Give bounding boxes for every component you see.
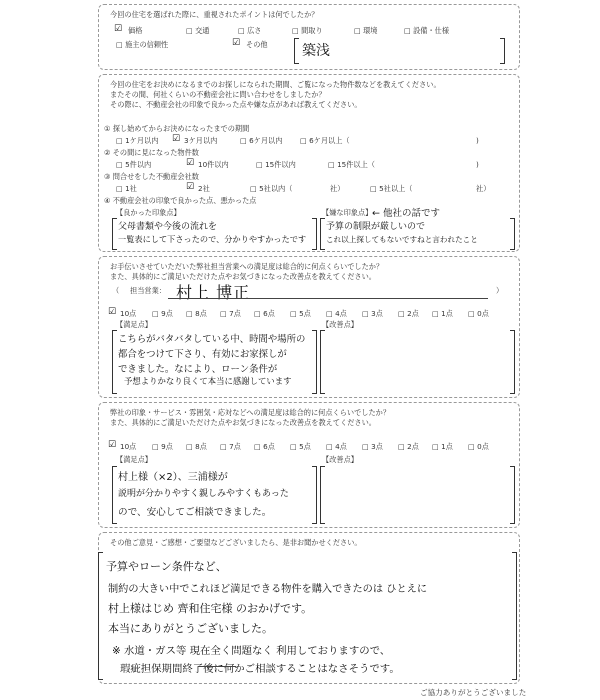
score4-3[interactable]: □ 3点 xyxy=(362,442,383,451)
p1-opt-close: ) xyxy=(476,136,479,145)
p2-opt-1[interactable]: □ 5件以内 xyxy=(116,160,152,169)
score4-10[interactable]: 10点 xyxy=(120,442,137,451)
option-price[interactable]: 価格 xyxy=(128,26,143,35)
q5-intro: その他ご意見・ご感想・ご要望などございましたら、是非お聞かせください。 xyxy=(110,538,362,547)
strike-line xyxy=(198,666,236,667)
bad-text-2: これ以上探してもないですねと言われたこと xyxy=(326,235,478,244)
p1-opt-3[interactable]: □ 6ケ月以内 xyxy=(240,136,283,145)
footer-thanks: ご協力ありがとうございました xyxy=(420,688,527,697)
p3-opt-2[interactable]: 2社 xyxy=(198,184,210,193)
imp4-bracket-right xyxy=(510,466,515,524)
imp-label: 【改善点】 xyxy=(322,320,358,329)
sat-text-1: こちらがバタバタしている中、時間や場所の xyxy=(118,334,306,345)
p3-opt-4-unit: 社） xyxy=(476,184,491,193)
other-answer: 築浅 xyxy=(302,43,330,59)
q4-intro2: また、具体的にご満足いただけた点やお気づきになった改善点を教えてください。 xyxy=(110,418,376,427)
q1-question: 今回の住宅を選ばれた際に、重視されたポイントは何でしたか？ xyxy=(110,10,319,19)
q5-line-3: 村上様はじめ 齊和住宅様 のおかげです。 xyxy=(108,602,313,615)
check-icon: ☑ xyxy=(108,440,117,450)
option-other[interactable]: その他 xyxy=(246,40,268,49)
rep-name: 村上 博正 xyxy=(176,283,251,302)
imp4-bracket-left xyxy=(320,466,325,524)
q2-intro2: またその間、何社くらいの不動産会社に問い合わせをしましたか？ xyxy=(110,90,326,99)
sat4-label: 【満足点】 xyxy=(116,455,152,464)
good-bracket-right xyxy=(312,218,317,250)
imp-bracket-right xyxy=(510,330,515,394)
other-bracket-right xyxy=(500,38,505,64)
q5-line-4: 本当にありがとうございました。 xyxy=(108,622,273,635)
q5-line-6: 瑕疵担保期間終了後に何かご相談することはなさそうです。 xyxy=(120,663,400,675)
option-equipment[interactable]: □ 設備・仕様 xyxy=(404,26,450,35)
p1-opt-4[interactable]: □ 6ケ月以上（ xyxy=(300,136,350,145)
score4-7[interactable]: □ 7点 xyxy=(220,442,241,451)
sat4-text-2: 説明が分かりやすく親しみやすくもあった xyxy=(118,489,289,499)
p2-opt-3[interactable]: □ 15件以内 xyxy=(256,160,296,169)
sat4-bracket-right xyxy=(312,466,317,524)
sat4-text-3: ので、安心してご相談できました。 xyxy=(118,507,272,518)
score4-2[interactable]: □ 2点 xyxy=(398,442,419,451)
q4-intro: 弊社の印象・サービス・雰囲気・応対などへの満足度は総合的に何点くらいでしたか？ xyxy=(110,408,391,417)
score-0[interactable]: □ 0点 xyxy=(468,309,489,318)
score-5[interactable]: □ 5点 xyxy=(290,309,311,318)
bad-bracket-left xyxy=(320,218,325,250)
bad-note: ← 他社の話です xyxy=(372,208,440,219)
sat-text-3: できました。なにより、ローン条件が xyxy=(118,364,278,375)
p3-opt-3-unit: 社） xyxy=(330,184,345,193)
score-3[interactable]: □ 3点 xyxy=(362,309,383,318)
score4-9[interactable]: □ 9点 xyxy=(152,442,173,451)
score4-6[interactable]: □ 6点 xyxy=(254,442,275,451)
good-text-2: 一覧表にして下さったので、分かりやすかったです xyxy=(118,234,307,244)
check-icon: ☑ xyxy=(186,182,195,192)
check-icon: ☑ xyxy=(186,158,195,168)
option-env[interactable]: □ 環境 xyxy=(354,26,378,35)
score-4[interactable]: □ 4点 xyxy=(326,309,347,318)
p3-opt-3[interactable]: □ 5社以内（ xyxy=(250,184,293,193)
q5-bracket-left xyxy=(98,552,103,680)
check-icon: ☑ xyxy=(108,307,117,317)
q3-intro: お手伝いさせていただいた弊社担当営業への満足度は総合的に何点くらいでしたか？ xyxy=(110,262,384,271)
option-traffic[interactable]: □ 交通 xyxy=(186,26,210,35)
p1-opt-1[interactable]: □ 1ケ月以内 xyxy=(116,136,159,145)
rep-bracket-close: ） xyxy=(496,286,504,295)
check-icon: ☑ xyxy=(232,38,241,48)
sat4-text-1: 村上様（×2）、三浦様が xyxy=(118,472,228,483)
rep-bracket-open: （ xyxy=(112,286,120,295)
rep-underline xyxy=(168,298,488,299)
imp-bracket-left xyxy=(320,330,325,394)
sat-bracket-right xyxy=(312,330,317,394)
sat4-bracket-left xyxy=(112,466,117,524)
score-6[interactable]: □ 6点 xyxy=(254,309,275,318)
q5-bracket-right xyxy=(512,552,517,680)
sat-label: 【満足点】 xyxy=(116,320,152,329)
sat-bracket-left xyxy=(112,330,117,394)
p2-opt-close: ) xyxy=(476,160,479,169)
q5-line-1: 予算やローン条件など、 xyxy=(106,560,227,573)
q5-line-2: 制約の大きい中でこれほど満足できる物件を購入できたのは ひとえに xyxy=(108,584,428,595)
score-9[interactable]: □ 9点 xyxy=(152,309,173,318)
check-icon: ☑ xyxy=(114,24,123,34)
bad-bracket-right xyxy=(510,218,515,250)
score4-0[interactable]: □ 0点 xyxy=(468,442,489,451)
score4-8[interactable]: □ 8点 xyxy=(186,442,207,451)
good-text-1: 父母書類や今後の流れを xyxy=(118,222,218,232)
good-bracket-left xyxy=(112,218,117,250)
p1-opt-2[interactable]: 3ケ月以内 xyxy=(184,136,218,145)
q2-p2-title: ② その間に見になった物件数 xyxy=(104,148,199,157)
check-icon: ☑ xyxy=(172,134,181,144)
option-layout[interactable]: □ 間取り xyxy=(292,26,323,35)
p2-opt-2[interactable]: 10件以内 xyxy=(198,160,229,169)
other-bracket-left xyxy=(294,38,299,64)
good-label: 【良かった印象点】 xyxy=(116,208,181,217)
imp4-label: 【改善点】 xyxy=(322,455,358,464)
rep-label: 担当営業： xyxy=(130,286,166,295)
p3-opt-1[interactable]: □ 1社 xyxy=(116,184,137,193)
q2-intro: 今回の住宅をお決めになるまでのお探しになられた期間、ご覧になった物件数などを教えてください。 xyxy=(110,80,441,89)
q2-p4-title: ④ 不動産会社の印象で良かった点、悪かった点 xyxy=(104,196,257,205)
option-trust[interactable]: □ 施主の信頼性 xyxy=(116,40,169,49)
score-1[interactable]: □ 1点 xyxy=(432,309,453,318)
option-size[interactable]: □ 広さ xyxy=(238,26,262,35)
q2-intro3: その際に、不動産会社の印象で良かった点や嫌な点があれば教えてください。 xyxy=(110,100,362,109)
score-2[interactable]: □ 2点 xyxy=(398,309,419,318)
sat-text-2: 都合をつけて下さり、有効にお家探しが xyxy=(118,349,287,360)
score4-5[interactable]: □ 5点 xyxy=(290,442,311,451)
sat-text-4: 予想よりかなり良くて本当に感謝しています xyxy=(124,376,292,386)
score4-1[interactable]: □ 1点 xyxy=(432,442,453,451)
p2-opt-4[interactable]: □ 15件以上（ xyxy=(328,160,375,169)
score-7[interactable]: □ 7点 xyxy=(220,309,241,318)
bad-label: 【嫌な印象点】 xyxy=(322,208,373,217)
score-8[interactable]: □ 8点 xyxy=(186,309,207,318)
score-10[interactable]: 10点 xyxy=(120,309,137,318)
score4-4[interactable]: □ 4点 xyxy=(326,442,347,451)
q5-line-5: ※ 水道・ガス等 現在全く問題なく 利用しておりますので、 xyxy=(112,645,391,657)
q2-p1-title: ① 探し始めてからお決めになったまでの期間 xyxy=(104,124,250,133)
bad-text-1: 予算の制限が厳しいので xyxy=(326,222,426,232)
q3-intro2: また、具体的にご満足いただけた点やお気づきになった改善点を教えてください。 xyxy=(110,272,376,281)
q2-p3-title: ③ 問合せをした不動産会社数 xyxy=(104,172,199,181)
p3-opt-4[interactable]: □ 5社以上（ xyxy=(370,184,413,193)
